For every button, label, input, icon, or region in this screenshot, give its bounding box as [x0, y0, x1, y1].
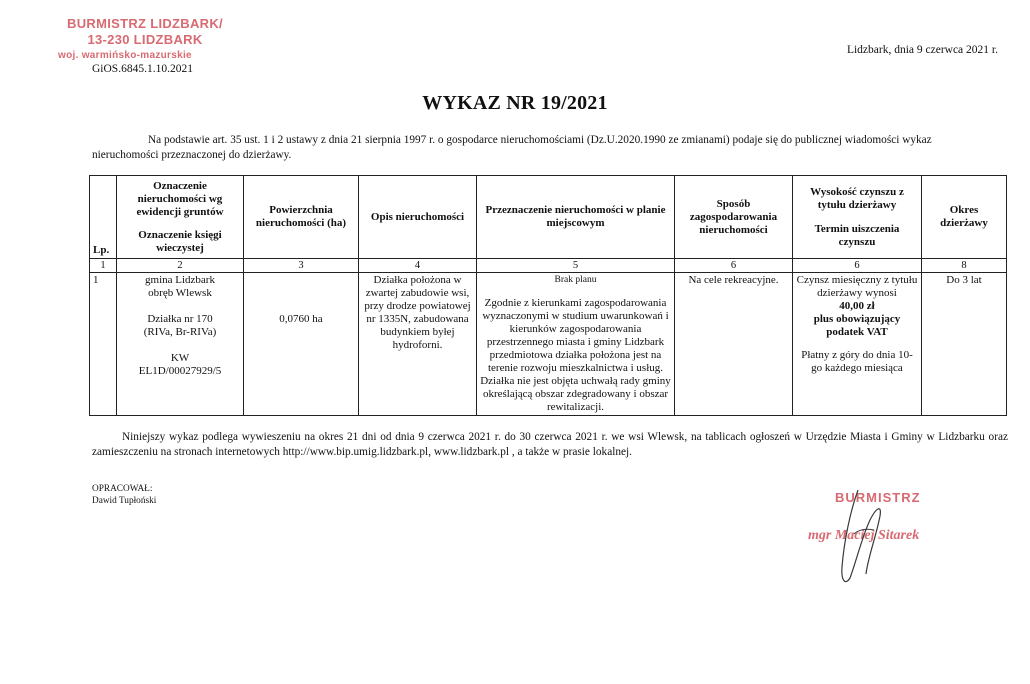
czynsz-text: Czynsz miesięczny z tytułu dzierżawy wynosi — [796, 274, 918, 299]
klasy-text: (RIVa, Br-RIVa) — [143, 326, 217, 338]
header-oznaczenie-ksiega: Oznaczenie księgi wieczystej — [138, 228, 222, 254]
column-number: 2 — [117, 259, 244, 273]
cell-okres: Do 3 lat — [922, 273, 1007, 416]
header-sposob: Sposób zagospodarowania nieruchomości — [675, 176, 793, 259]
header-czynsz-termin: Termin uiszczenia czynszu — [814, 222, 900, 248]
header-opis: Opis nieruchomości — [359, 176, 477, 259]
column-number: 1 — [90, 259, 117, 273]
plan-text: Zgodnie z kierunkami zagospodarowania wyznaczonymi w studium uwarunkowań i kierunków zagospodarowania przestrzennego miasta i gminy Lidzbark przedmiotowa działka położona jest na terenie rozwoju mieszkalnictwa i usług. Działka nie jest objęta uchwałą rady gminy określającą obszar zdegradowany i obszar rewitalizacji. — [480, 297, 671, 413]
prepared-label: OPRACOWAŁ: — [92, 484, 153, 494]
signature-stamp-name: mgr Maciej Sitarek — [808, 528, 920, 543]
reference-number: GiOS.6845.1.10.2021 — [92, 63, 193, 75]
cell-sposob: Na cele rekreacyjne. — [675, 273, 793, 416]
cell-przeznaczenie — [477, 273, 675, 416]
prepared-by — [92, 483, 156, 507]
column-number: 8 — [922, 259, 1007, 273]
stamp-line2: 13-230 LIDZBARK — [87, 32, 203, 47]
plan-status: Brak planu — [554, 275, 597, 285]
cell-czynsz — [793, 273, 922, 416]
document-title: WYKAZ NR 19/2021 — [422, 92, 608, 114]
stamp-line1: BURMISTRZ LIDZBARK/ — [67, 16, 223, 31]
header-row — [90, 176, 1007, 259]
closing-paragraph: Niniejszy wykaz podlega wywieszeniu na okres 21 dni od dnia 9 czerwca 2021 r. do 30 czerwca 2021 r. we wsi Wlewsk, na tablicach ogłoszeń w Urzędzie Miasta i Gminy w Lidzbarku oraz zamieszczeniu na stronach internetowych http://www.bip.umig.lidzbark.pl, www.lidzbark.pl , a także w prasie lokalnej. — [92, 431, 1008, 458]
column-number: 4 — [359, 259, 477, 273]
stamp-line3: woj. warmińsko-mazurskie — [58, 50, 192, 61]
czynsz-amount: 40,00 zł — [839, 300, 875, 312]
gmina-text: gmina Lidzbark — [145, 274, 215, 286]
kw-label: KW — [170, 352, 190, 364]
table-row — [90, 273, 1007, 416]
prepared-name: Dawid Tupłoński — [92, 496, 157, 506]
column-number: 5 — [477, 259, 675, 273]
column-number: 3 — [244, 259, 359, 273]
column-number-row — [90, 259, 1007, 273]
termin-text: Płatny z góry do dnia 10-go każdego miesiąca — [801, 349, 913, 374]
czynsz-vat: plus obowiązujący podatek VAT — [813, 313, 901, 338]
signature-stamp-title: BURMISTRZ — [835, 490, 921, 505]
intro-paragraph: Na podstawie art. 35 ust. 1 i 2 ustawy z dnia 21 sierpnia 1997 r. o gospodarce nieruchomościami (Dz.U.2020.1990 ze zmianami) podaje się do publicznej wiadomości wykaz nieruchomości przeznaczonej do dzierżawy. — [92, 134, 932, 161]
office-stamp — [60, 16, 230, 64]
cell-powierzchnia — [244, 273, 359, 416]
header-czynsz-wysokosc: Wysokość czynszu z tytułu dzierżawy — [810, 185, 904, 211]
property-table — [89, 175, 1007, 416]
powierzchnia-value: 0,0760 ha — [279, 313, 323, 325]
cell-opis: Działka położona w zwartej zabudowie wsi, przy drodze powiatowej nr 1335N, zabudowana budynkiem byłej hydroforni. — [359, 273, 477, 416]
header-przeznaczenie: Przeznaczenie nieruchomości w planie miejscowym — [477, 176, 675, 259]
header-oznaczenie — [117, 176, 244, 259]
obreb-text: obręb Wlewsk — [148, 287, 212, 299]
dzialka-text: Działka nr 170 — [147, 313, 213, 325]
kw-number: EL1D/00027929/5 — [138, 365, 222, 377]
header-czynsz — [793, 176, 922, 259]
header-powierzchnia: Powierzchnia nieruchomości (ha) — [244, 176, 359, 259]
handwritten-signature — [800, 482, 920, 592]
header-okres: Okres dzierżawy — [922, 176, 1007, 259]
column-number: 6 — [675, 259, 793, 273]
column-number: 6 — [793, 259, 922, 273]
header-lp: Lp. — [90, 176, 117, 259]
header-oznaczenie-ewidencja: Oznaczenie nieruchomości wg ewidencji gruntów — [136, 179, 224, 218]
cell-lp: 1 — [90, 273, 117, 416]
place-date: Lidzbark, dnia 9 czerwca 2021 r. — [846, 44, 998, 56]
cell-oznaczenie — [117, 273, 244, 416]
